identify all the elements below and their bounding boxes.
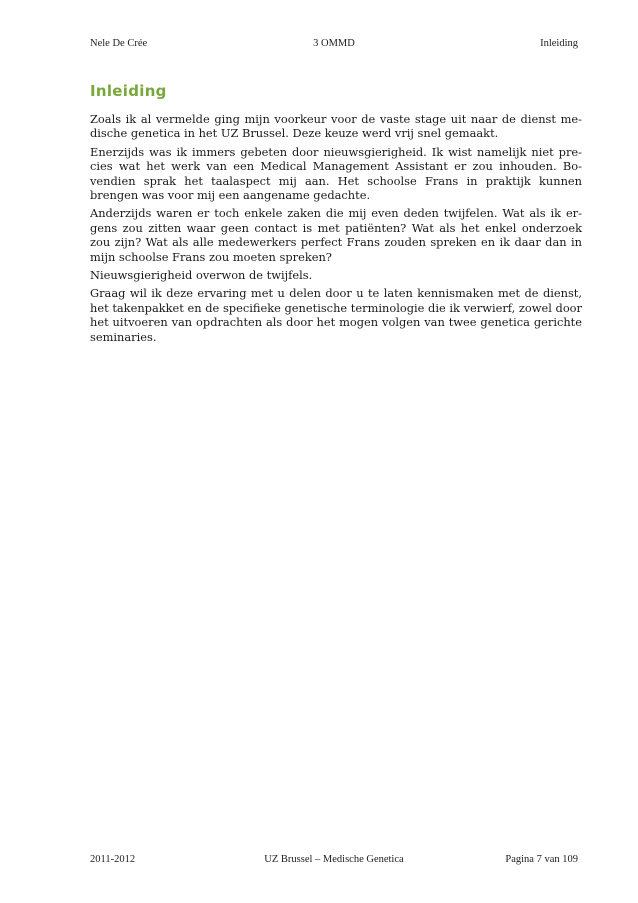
body-text	[90, 112, 582, 348]
footer-year: 2011-2012	[90, 854, 136, 865]
paragraph: Zoals ik al vermelde ging mijn voorkeur voor de vaste stage uit naar de dienst medische genetica in het UZ Brussel. Deze keuze werd vrij snel gemaakt.	[90, 112, 582, 141]
footer-page-number: Pagina 7 van 109	[505, 854, 578, 865]
section-title: Inleiding	[90, 82, 167, 100]
header-course: 3 OMMD	[313, 38, 355, 49]
paragraph: Anderzijds waren er toch enkele zaken die mij even deden twijfelen. Wat als ik ergens zou zitten waar geen contact is met patiënten? Wat als het enkel onderzoek zou zijn? Wat als alle medewerkers perfect Frans zouden spreken en ik daar dan in mijn schoolse Frans zou moeten spreken?	[90, 206, 582, 264]
paragraph: Nieuwsgierigheid overwon de twijfels.	[90, 268, 313, 283]
page-footer	[90, 854, 578, 868]
paragraph: Graag wil ik deze ervaring met u delen door u te laten kennismaken met de dienst, het takenpakket en de specifieke genetische terminologie die ik verwierf, zowel door het uitvoeren van opdrachten als door het mogen volgen van twee genetica gerichte seminaries.	[90, 286, 582, 344]
header-chapter: Inleiding	[540, 38, 578, 49]
header-author: Nele De Crée	[90, 38, 148, 49]
paragraph: Enerzijds was ik immers gebeten door nieuwsgierigheid. Ik wist namelijk niet precies wat het werk van een Medical Management Assistant er zou inhouden. Bovendien sprak het taalaspect mij aan. Het schoolse Frans in praktijk kunnen brengen was voor mij een aangename gedachte.	[90, 144, 582, 203]
footer-institution: UZ Brussel – Medische Genetica	[264, 854, 404, 865]
page-header	[90, 38, 578, 52]
